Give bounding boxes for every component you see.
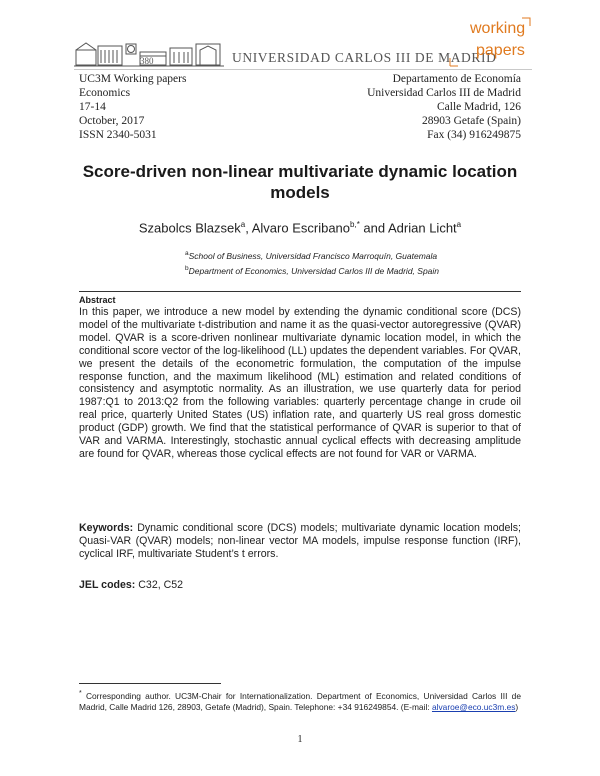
page-number: 1 bbox=[297, 734, 303, 745]
footnote bbox=[79, 688, 521, 713]
address-line: Fax (34) 916249875 bbox=[427, 129, 521, 141]
author-name: Adrian Licht bbox=[388, 220, 457, 236]
jel-codes bbox=[79, 579, 183, 591]
author-affiliation-mark: b,* bbox=[350, 220, 360, 229]
affiliation-mark: a bbox=[185, 250, 189, 257]
author-name: Szabolcs Blazsek bbox=[138, 220, 241, 236]
keywords-label: Keywords: bbox=[79, 522, 134, 534]
series-line: Economics bbox=[79, 87, 131, 99]
footnote-divider bbox=[79, 683, 221, 684]
abstract-text: In this paper, we introduce a new model by extending the dynamic conditional score (DCS) model of the multivariate t-distribution and name it as the quasi-vector autoregressive (QVAR) model. QVAR is a score-driven nonlinear multivariate dynamic location model, in which the conditional score vector of the log-likelihood (LL) updates the dependent variables. For QVAR, we present the details of the econometric formulation, the computation of the impulse response function, and the maximum likelihood (ML) estimation and related conditions of consistency and asymptotic normality. As an illustration, we use quarterly data for period 1987:Q1 to 2013:Q2 from the following variables: quarterly percentage change in crude oil real price, quarterly United States (US) inflation rate, and quarterly US real gross domestic product (GDP) growth. We find that the statistical performance of QVAR is superior to that of VAR and VARMA. Interestingly, stochastic annual cyclical effects with decreasing amplitude are found for QVAR, whereas those cyclical effects are not found for VAR or VARMA. bbox=[79, 306, 521, 460]
address-line: Universidad Carlos III de Madrid bbox=[367, 87, 521, 99]
footnote-text: Corresponding author. UC3M-Chair for Internationalization. Department of Economics, Universidad Carlos III de Madrid, Calle Madrid 126, 28903, Getafe (Madrid), Spain. Telephone: +34 916249854. (E-mail: bbox=[79, 690, 521, 712]
series-line: UC3M Working papers bbox=[79, 73, 187, 85]
university-logo bbox=[74, 40, 224, 68]
address-line: Departamento de Economía bbox=[392, 73, 521, 85]
series-line: ISSN 2340-5031 bbox=[79, 129, 157, 141]
affiliation-mark: b bbox=[185, 265, 189, 272]
author-list bbox=[60, 220, 540, 235]
affiliation-text: Department of Economics, Universidad Carlos III de Madrid, Spain bbox=[188, 265, 440, 276]
author-name: Alvaro Escribano bbox=[251, 220, 351, 236]
svg-text:380: 380 bbox=[140, 56, 154, 66]
affiliation-a bbox=[185, 250, 437, 261]
title-line-2: models bbox=[270, 183, 330, 202]
title-line-1: Score-driven non-linear multivariate dynamic location bbox=[82, 162, 518, 181]
abstract-heading: Abstract bbox=[79, 295, 116, 305]
banner-divider bbox=[74, 69, 532, 70]
email-link[interactable]: alvaroe@eco.uc3m.es bbox=[431, 701, 516, 712]
footnote-close: ) bbox=[515, 701, 519, 712]
keywords-text: Dynamic conditional score (DCS) models; multivariate dynamic location models; Quasi-VAR (QVAR) models; non-linear vector MA models, impulse response function (IRF), cyclical IRF, multivariate Student’s t errors. bbox=[79, 522, 521, 560]
jel-text: C32, C52 bbox=[135, 579, 184, 591]
author-affiliation-mark: a bbox=[456, 220, 462, 229]
series-info bbox=[79, 72, 186, 142]
series-line: 17-14 bbox=[79, 101, 106, 113]
jel-label: JEL codes: bbox=[79, 579, 136, 591]
papers-label: papers bbox=[476, 42, 525, 59]
department-address bbox=[367, 72, 521, 142]
paper-title bbox=[60, 161, 540, 203]
address-line: 28903 Getafe (Spain) bbox=[422, 115, 521, 127]
footnote-mark: * bbox=[79, 690, 82, 697]
working-label: working bbox=[470, 20, 526, 37]
university-name: UNIVERSIDAD CARLOS III DE MADRID bbox=[232, 50, 497, 65]
author-separator: and bbox=[359, 220, 389, 236]
affiliation-b bbox=[185, 265, 439, 276]
series-line: October, 2017 bbox=[79, 115, 145, 127]
keywords bbox=[79, 522, 521, 561]
address-line: Calle Madrid, 126 bbox=[437, 101, 521, 113]
author-separator: , bbox=[245, 220, 252, 236]
affiliation-text: School of Business, Universidad Francisco Marroquín, Guatemala bbox=[188, 250, 438, 261]
author-affiliation-mark: a bbox=[240, 220, 246, 229]
abstract-divider bbox=[79, 291, 521, 292]
